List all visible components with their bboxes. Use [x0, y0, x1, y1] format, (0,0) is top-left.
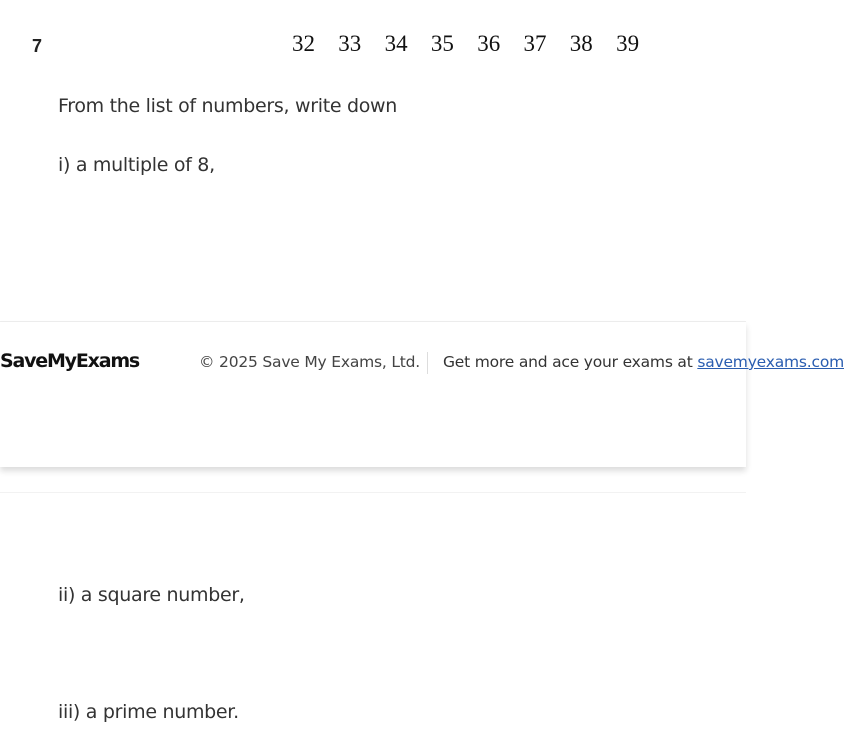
number-item: 33	[338, 31, 362, 56]
brand-logo[interactable]: SaveMyExams	[0, 350, 140, 372]
promo-link[interactable]: savemyexams.com	[697, 353, 844, 371]
number-item: 36	[477, 31, 501, 56]
footer-divider	[427, 352, 428, 374]
question-part-i: i) a multiple of 8,	[58, 154, 215, 176]
question-number: 7	[32, 36, 43, 56]
number-item: 39	[616, 31, 640, 56]
promo-label: Get more and ace your exams at	[443, 353, 698, 371]
question-intro: From the list of numbers, write down	[58, 95, 398, 117]
question-part-iii: iii) a prime number.	[58, 701, 239, 723]
footer-row	[0, 348, 844, 378]
page-break-line	[0, 492, 746, 493]
number-item: 34	[384, 31, 408, 56]
number-list	[292, 31, 662, 57]
question-part-ii: ii) a square number,	[58, 584, 245, 606]
number-item: 35	[430, 31, 454, 56]
copyright-text: © 2025 Save My Exams, Ltd.	[199, 353, 421, 371]
number-item: 38	[569, 31, 593, 56]
number-item: 32	[292, 31, 315, 56]
number-item: 37	[523, 31, 547, 56]
page-footer	[0, 322, 844, 467]
promo-text	[443, 353, 844, 371]
